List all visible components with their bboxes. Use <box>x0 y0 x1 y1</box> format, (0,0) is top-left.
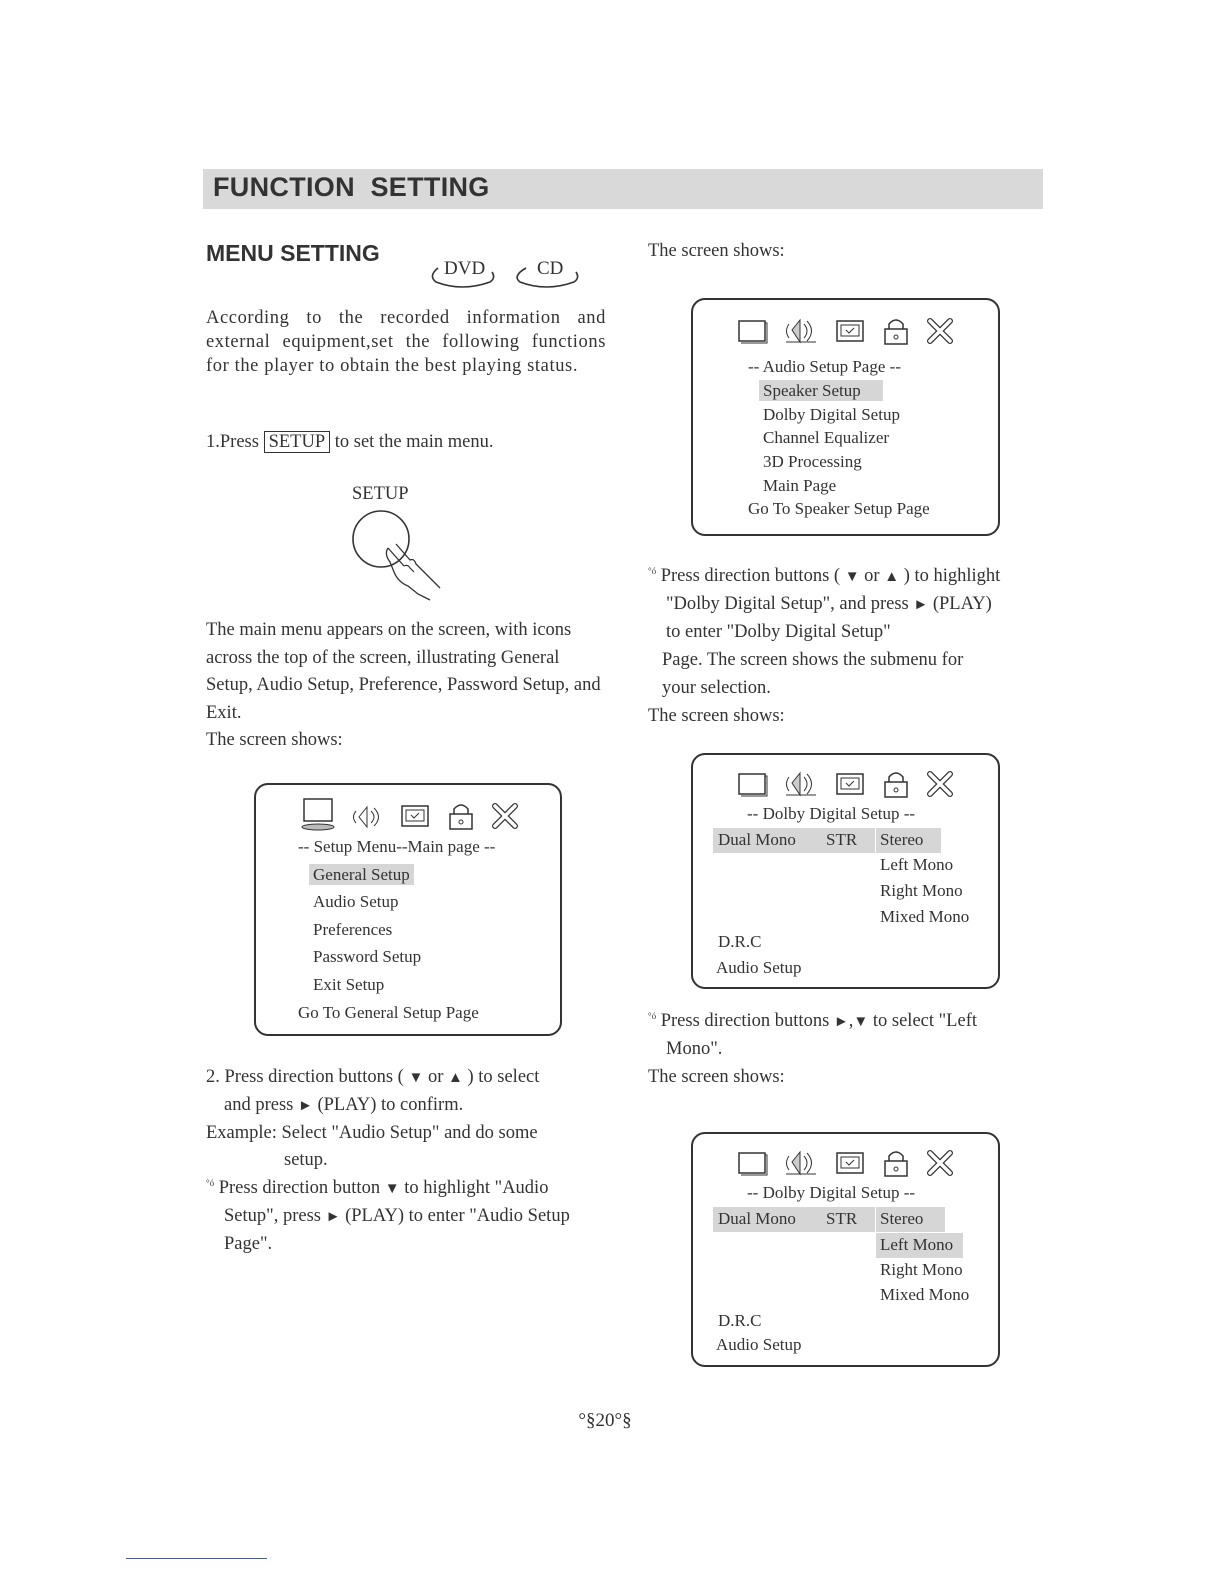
step1-suffix: to set the main menu. <box>334 432 494 452</box>
screen-shows-label: The screen shows: <box>648 241 785 261</box>
setup-button-label: SETUP <box>352 484 409 504</box>
menu-item-speaker-setup[interactable]: Speaker Setup <box>763 381 883 401</box>
down-arrow-icon: ▼ <box>853 1014 869 1030</box>
bullet-mark: °ó <box>206 1178 215 1188</box>
main-menu-description: The main menu appears on the screen, with icons across the top of the screen, illustrating General Setup, Audio Setup, Preference, Password Setup, and Exit. <box>206 620 601 724</box>
exit-icon <box>490 801 520 831</box>
preferences-icon <box>835 771 867 799</box>
menu-item-main-page[interactable]: Main Page <box>763 476 837 495</box>
option-stereo[interactable]: Stereo <box>880 830 924 849</box>
step2-bullet-line1: $^{^\circ ó}$ Press direction button ▼ to highlight "Audio <box>206 1178 549 1198</box>
up-arrow-icon: ▲ <box>447 1070 463 1086</box>
step1-prefix: 1.Press <box>206 432 259 452</box>
hand-pressing-button-icon <box>348 508 452 606</box>
menu-item-audio-setup[interactable]: Audio Setup <box>716 958 802 977</box>
menu-title: -- Setup Menu--Main page -- <box>298 837 496 856</box>
up-arrow-icon: ▲ <box>884 569 900 585</box>
screen-shows-label: The screen shows: <box>648 706 785 726</box>
audio-setup-icon <box>784 316 820 346</box>
play-arrow-icon: ► <box>297 1098 313 1114</box>
cd-badge <box>512 258 580 288</box>
menu-item-dolby-digital-setup[interactable]: Dolby Digital Setup <box>763 405 900 424</box>
audio-setup-screen <box>691 298 1000 536</box>
footer-rule <box>126 1558 267 1559</box>
bullet-mark: °ó <box>648 1011 657 1021</box>
dvd-badge-label: DVD <box>444 258 486 279</box>
menu-title: -- Dolby Digital Setup -- <box>747 1183 916 1202</box>
menu-footer-hint: Go To Speaker Setup Page <box>748 499 930 518</box>
menu-item-audio-setup[interactable]: Audio Setup <box>716 1335 802 1354</box>
instr2-line2: Mono". <box>666 1039 723 1059</box>
play-arrow-icon: ► <box>913 597 929 613</box>
option-stereo[interactable]: Stereo <box>880 1209 924 1228</box>
option-left-mono[interactable]: Left Mono <box>880 855 954 874</box>
exit-icon <box>925 769 955 799</box>
down-arrow-icon: ▼ <box>408 1070 424 1086</box>
disc-arc-icon <box>428 258 496 290</box>
option-left-mono[interactable]: Left Mono <box>880 1235 954 1254</box>
str-label: STR <box>826 1209 858 1228</box>
menu-icon-row <box>300 797 535 831</box>
general-setup-icon <box>737 318 769 346</box>
down-arrow-icon: ▼ <box>844 569 860 585</box>
audio-setup-icon <box>353 803 385 831</box>
menu-item-password-setup[interactable]: Password Setup <box>313 947 422 966</box>
menu-title: -- Audio Setup Page -- <box>748 357 901 376</box>
menu-icon-row <box>737 316 970 346</box>
example-line2: setup. <box>284 1150 328 1170</box>
disc-arc-icon <box>512 258 580 290</box>
preferences-icon <box>835 318 867 346</box>
menu-item-drc[interactable]: D.R.C <box>718 932 762 951</box>
instr2-line1: $^{^\circ ó}$ Press direction buttons ►,▼ to select "Left <box>648 1011 977 1031</box>
menu-icon-row <box>737 1148 970 1178</box>
play-arrow-icon: ► <box>325 1209 341 1225</box>
menu-item-general-setup[interactable]: General Setup <box>313 865 414 885</box>
option-mixed-mono[interactable]: Mixed Mono <box>880 1285 970 1304</box>
preferences-icon <box>400 803 432 831</box>
example-line1: Example: Select "Audio Setup" and do some <box>206 1123 538 1143</box>
general-setup-icon <box>737 1150 769 1178</box>
dvd-badge <box>428 258 496 288</box>
step2-bullet-line3: Page". <box>224 1234 273 1254</box>
page-number: °§20°§ <box>578 1410 632 1431</box>
main-menu-screen <box>254 783 562 1036</box>
dolby-setup-screen-2 <box>691 1132 1000 1367</box>
instr1-line3: to enter "Dolby Digital Setup" <box>666 622 891 642</box>
instr1-line5: your selection. <box>662 678 771 698</box>
instr1-line4: Page. The screen shows the submenu for <box>662 650 964 670</box>
preferences-icon <box>835 1150 867 1178</box>
menu-item-preferences[interactable]: Preferences <box>313 920 393 939</box>
menu-footer-hint: Go To General Setup Page <box>298 1003 479 1022</box>
password-lock-icon <box>882 769 910 799</box>
instr1-line2: "Dolby Digital Setup", and press ► (PLAY) <box>666 594 992 614</box>
step2-bullet-line2: Setup", press ► (PLAY) to enter "Audio Setup <box>224 1206 570 1226</box>
menu-item-drc[interactable]: D.R.C <box>718 1311 762 1330</box>
password-lock-icon <box>882 316 910 346</box>
password-lock-icon <box>447 801 475 831</box>
option-right-mono[interactable]: Right Mono <box>880 1260 963 1279</box>
step1-line <box>206 431 494 453</box>
cd-badge-label: CD <box>537 258 564 279</box>
screen-shows-label: The screen shows: <box>206 730 343 750</box>
down-arrow-icon: ▼ <box>384 1181 400 1197</box>
menu-item-3d-processing[interactable]: 3D Processing <box>763 452 862 471</box>
general-setup-icon <box>300 797 338 831</box>
page-header-title: FUNCTION SETTING <box>213 172 490 202</box>
menu-item-channel-equalizer[interactable]: Channel Equalizer <box>763 428 890 447</box>
audio-setup-icon <box>784 1148 820 1178</box>
option-right-mono[interactable]: Right Mono <box>880 881 963 900</box>
menu-item-audio-setup[interactable]: Audio Setup <box>313 892 399 911</box>
screen-shows-label: The screen shows: <box>648 1067 785 1087</box>
exit-icon <box>925 316 955 346</box>
instr1-line1: $^{^\circ ó}$ Press direction buttons ( ▼ or ▲ ) to highlight <box>648 566 1001 586</box>
option-mixed-mono[interactable]: Mixed Mono <box>880 907 970 926</box>
str-label: STR <box>826 830 858 849</box>
right-arrow-icon: ► <box>833 1014 849 1030</box>
setup-key: SETUP <box>264 431 331 453</box>
menu-item-exit-setup[interactable]: Exit Setup <box>313 975 385 994</box>
intro-paragraph: According to the recorded information and external equipment,set the following functions for the player to obtain the best playing status. <box>206 308 606 376</box>
audio-setup-icon <box>784 769 820 799</box>
dolby-setup-screen-1 <box>691 753 1000 989</box>
password-lock-icon <box>882 1148 910 1178</box>
general-setup-icon <box>737 771 769 799</box>
step2-line2: and press ► (PLAY) to confirm. <box>224 1095 464 1115</box>
exit-icon <box>925 1148 955 1178</box>
step2-line1: 2. Press direction buttons ( ▼ or ▲ ) to select <box>206 1067 540 1087</box>
menu-item-dual-mono[interactable]: Dual Mono <box>718 1209 796 1228</box>
menu-item-dual-mono[interactable]: Dual Mono <box>718 830 796 849</box>
bullet-mark: °ó <box>648 566 657 576</box>
menu-title: -- Dolby Digital Setup -- <box>747 804 916 823</box>
menu-icon-row <box>737 769 970 799</box>
section-title: MENU SETTING <box>206 240 380 266</box>
